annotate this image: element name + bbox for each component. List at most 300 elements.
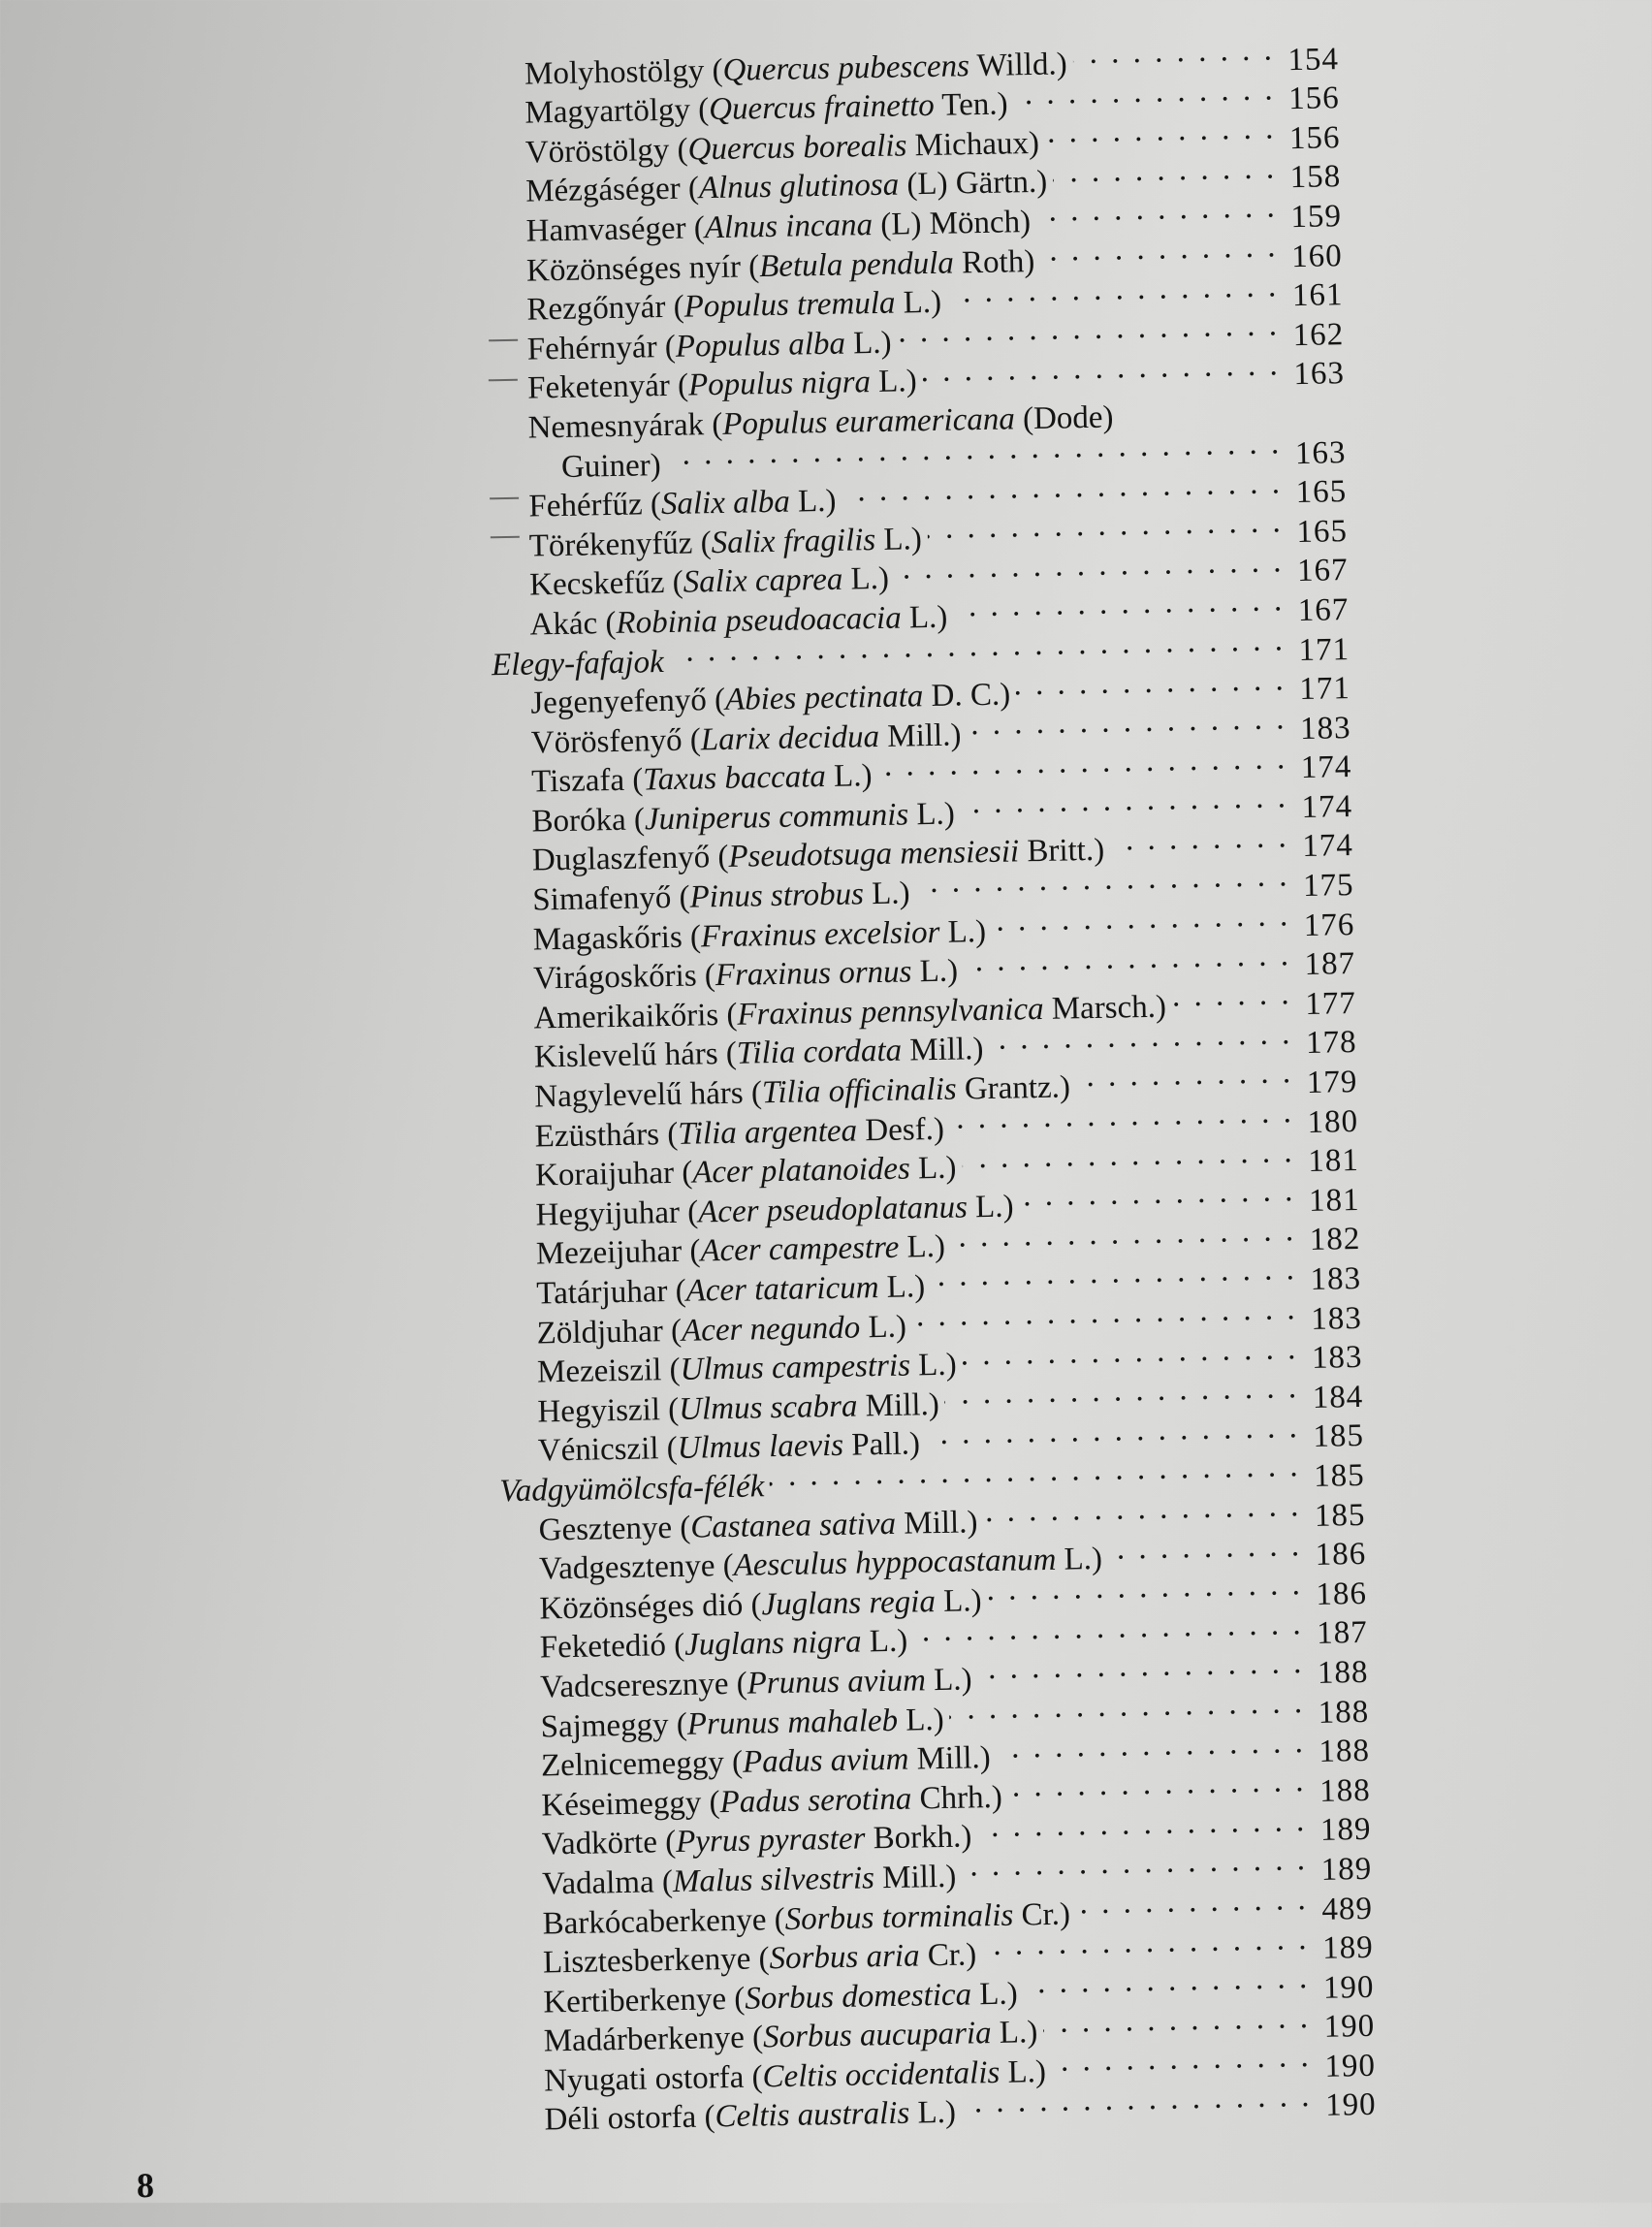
- author-citation: Cr.): [1012, 1896, 1071, 1933]
- dot-leader: [1075, 1054, 1293, 1098]
- toc-entry-title: Feketenyár (Populus nigra L.): [526, 364, 917, 406]
- scientific-name: Acer negundo: [681, 1310, 861, 1349]
- common-name: Hamvaséger: [525, 210, 686, 249]
- common-name: Kislevelű hárs: [533, 1036, 718, 1075]
- common-name: Rezgőnyár: [526, 290, 666, 328]
- toc-page-number: 179: [1306, 1065, 1358, 1100]
- dot-leader: [1053, 148, 1278, 192]
- scientific-name: Castanea sativa: [690, 1506, 897, 1545]
- toc-page-number: 188: [1317, 1654, 1369, 1691]
- scientific-name: Celtis occidentalis: [762, 2054, 1001, 2095]
- author-citation: Mill.): [857, 1386, 940, 1424]
- author-citation: (L) Gärtn.): [898, 165, 1048, 203]
- dot-leader: [962, 1132, 1295, 1178]
- author-citation: L.): [895, 284, 942, 321]
- scientific-name: Ulmus campestris: [680, 1348, 911, 1388]
- toc-entry-title: Zöldjuhar (Acer negundo L.): [536, 1309, 907, 1352]
- dot-leader: [989, 1014, 1293, 1059]
- author-citation: Mill.): [878, 717, 962, 754]
- toc-page-number: 189: [1321, 1929, 1374, 1966]
- scientific-name: Salix caprea: [683, 561, 843, 600]
- author-citation: L.): [897, 1702, 945, 1738]
- toc-page-number: 167: [1296, 553, 1349, 589]
- common-name: Elegy-fafajok: [491, 644, 665, 683]
- dot-leader: [949, 1093, 1294, 1138]
- scientific-name: Acer pseudoplatanus: [697, 1190, 969, 1230]
- toc-page-number: 171: [1299, 671, 1351, 708]
- toc-page-number: 165: [1296, 513, 1349, 550]
- common-name: Guiner): [560, 447, 661, 485]
- dot-leader: [961, 2077, 1312, 2122]
- toc-entry-title: Mezeijuhar (Acer campestre L.): [535, 1229, 946, 1272]
- dot-leader: [925, 1408, 1300, 1454]
- toc-page-number: 174: [1302, 828, 1354, 865]
- author-citation: L.): [1056, 1542, 1103, 1577]
- dot-leader: [977, 1643, 1305, 1689]
- author-citation: L.): [970, 1976, 1019, 2013]
- common-name: Magyartölgy: [524, 92, 691, 131]
- toc-page-number: 184: [1312, 1379, 1364, 1416]
- author-citation: Roth): [953, 243, 1035, 281]
- dot-leader: [931, 1251, 1298, 1297]
- scientific-name: Betula pendula: [758, 245, 955, 284]
- scientific-name: Tilia argentea: [677, 1113, 858, 1152]
- toc-page-number: 188: [1318, 1694, 1370, 1731]
- dot-leader: [1040, 227, 1279, 270]
- common-name: Madárberkenye: [543, 2020, 746, 2059]
- toc-page-number: 171: [1298, 631, 1350, 668]
- dot-leader: [977, 1801, 1308, 1847]
- scientific-name: Juniperus communis: [644, 797, 909, 838]
- scientific-name: Sorbus aucuparia: [762, 2016, 992, 2055]
- dot-leader: [947, 267, 1280, 312]
- common-name: Hegyiszil: [537, 1392, 661, 1430]
- scientific-name: Populus nigra: [687, 365, 872, 403]
- common-name: Vadgyümölcsfa-félék: [498, 1469, 765, 1510]
- common-name: Koraijuhar: [534, 1156, 675, 1193]
- toc-page-number: 160: [1290, 238, 1344, 274]
- scientific-name: Celtis australis: [715, 2096, 910, 2135]
- author-citation: L.): [911, 953, 959, 990]
- common-name: Molyhostölgy: [524, 52, 705, 92]
- scientific-name: Ulmus laevis: [677, 1428, 844, 1467]
- scientific-name: Quercus borealis: [687, 128, 907, 168]
- margin-dash-mark: [490, 496, 519, 499]
- author-citation: Ten.): [934, 86, 1008, 124]
- toc-entry-title: Hamvaséger (Alnus incana (L) Mönch): [525, 204, 1032, 249]
- dot-leader: [983, 1486, 1302, 1532]
- toc-page-number: 183: [1299, 710, 1351, 747]
- toc-entry-title: Tatárjuhar (Acer tataricum L.): [535, 1269, 926, 1312]
- common-name: Sajmeggy: [540, 1706, 669, 1745]
- dot-leader: [1075, 1880, 1309, 1924]
- author-citation: L.): [925, 1662, 972, 1699]
- toc-entry-title: Mézgáséger (Alnus glutinosa (L) Gärtn.): [524, 165, 1048, 209]
- author-citation: Chrh.): [910, 1779, 1003, 1817]
- author-citation: L.): [908, 2095, 957, 2132]
- toc-entry-title: Sajmeggy (Prunus mahaleb L.): [540, 1702, 945, 1745]
- scientific-name: Tilia cordata: [736, 1034, 903, 1072]
- toc-entry-title: Lisztesberkenye (Sorbus aria Cr.): [542, 1937, 977, 1981]
- author-citation: (L) Mönch): [872, 204, 1032, 242]
- toc-entry-title: Boróka (Juniperus communis L.): [531, 796, 956, 840]
- margin-dash-mark: [489, 378, 518, 381]
- toc-entry-title: Kertiberkenye (Sorbus domestica L.): [543, 1976, 1019, 2020]
- common-name: Zelnicemeggy: [540, 1745, 725, 1784]
- common-name: Vénicszil: [537, 1431, 659, 1469]
- common-name: Hegyijuhar: [535, 1194, 681, 1233]
- dot-leader: [1043, 1998, 1312, 2043]
- toc-page-number: 156: [1287, 80, 1341, 117]
- author-citation: L.): [870, 364, 917, 400]
- author-citation: L.): [991, 2015, 1038, 2052]
- scientific-name: Pseudotsuga mensiesii: [728, 834, 1020, 875]
- dot-leader: [967, 699, 1287, 745]
- toc-entry-title: Déli ostorfa (Celtis australis L.): [544, 2095, 957, 2139]
- common-name: Lisztesberkenye: [542, 1941, 751, 1981]
- toc-page-number: 186: [1315, 1537, 1367, 1574]
- dot-leader: [927, 502, 1284, 548]
- scientific-name: Populus alba: [675, 326, 846, 365]
- common-name: Duglaszfenyő: [531, 840, 711, 879]
- common-name: Vörösfenyő: [530, 722, 683, 761]
- toc-entry-title: Vadkörte (Pyrus pyraster Borkh.): [541, 1819, 972, 1862]
- author-citation: (Dode): [1014, 399, 1114, 437]
- common-name: Feketedió: [539, 1628, 667, 1666]
- author-citation: Pall.): [842, 1426, 921, 1464]
- common-name: Fehérnyár: [526, 329, 657, 367]
- dot-leader: [1036, 188, 1279, 232]
- author-citation: L.): [909, 1150, 957, 1187]
- author-citation: L.): [878, 1269, 926, 1306]
- author-citation: L.): [909, 1347, 957, 1384]
- common-name: Déli ostorfa: [544, 2100, 697, 2139]
- toc-page-number: 177: [1304, 985, 1357, 1022]
- toc-entry-title: Törékenyfűz (Salix fragilis L.): [528, 521, 923, 564]
- dot-leader: [1013, 70, 1276, 114]
- scientific-name: Fraxinus excelsior: [700, 914, 940, 955]
- toc-page-number: 154: [1287, 41, 1340, 78]
- author-citation: Willd.): [969, 46, 1067, 83]
- author-citation: L.): [874, 521, 923, 557]
- toc-page-number: 159: [1290, 199, 1343, 236]
- common-name: Mezeiszil: [536, 1352, 662, 1390]
- scientific-name: Fraxinus ornus: [715, 954, 912, 994]
- common-name: Törékenyfűz: [528, 525, 693, 564]
- scientific-name: Sorbus torminalis: [784, 1897, 1014, 1937]
- toc-entry-title: Mezeiszil (Ulmus campestris L.): [536, 1347, 957, 1390]
- toc-page-number: 489: [1321, 1891, 1374, 1927]
- common-name: Mézgáséger: [524, 172, 682, 209]
- toc-entry-title: Vadalma (Malus silvestris Mill.): [541, 1859, 957, 1902]
- dot-leader: [1044, 110, 1276, 153]
- toc-page-number: 162: [1292, 316, 1345, 353]
- toc-entry-title: Magaskőris (Fraxinus excelsior L.): [532, 913, 987, 958]
- toc-entry-title: Gesztenye (Castanea sativa Mill.): [538, 1504, 978, 1548]
- toc-entry-title: Hegyiszil (Ulmus scabra Mill.): [537, 1386, 940, 1430]
- common-name: Nyugati ostorfa: [543, 2059, 745, 2099]
- toc-entry-title: Közönséges dió (Juglans regia L.): [539, 1582, 982, 1627]
- common-name: Vöröstölgy: [524, 132, 670, 171]
- author-citation: L.): [898, 1229, 946, 1266]
- author-citation: L.): [935, 1582, 982, 1619]
- common-name: Nagylevelű hárs: [534, 1075, 744, 1115]
- author-citation: Michaux): [906, 125, 1040, 164]
- common-name: Magaskőris: [532, 919, 683, 958]
- scientific-name: Populus euramericana: [721, 401, 1016, 442]
- toc-page-number: 187: [1316, 1615, 1369, 1652]
- toc-page-number: 174: [1300, 749, 1352, 786]
- common-name: Ezüsthárs: [534, 1116, 660, 1155]
- author-citation: Mill.): [908, 1740, 992, 1777]
- toc-entry-title: Amerikaikőris (Fraxinus pennsylvanica Marsch.): [533, 989, 1167, 1036]
- common-name: Simafenyő: [532, 880, 672, 918]
- dot-leader: [982, 1920, 1310, 1965]
- dot-leader: [992, 896, 1291, 940]
- author-citation: Borkh.): [865, 1819, 972, 1857]
- dot-leader: [897, 305, 1280, 352]
- scientific-name: Taxus baccata: [643, 759, 827, 798]
- dot-leader: [1119, 385, 1282, 428]
- scientific-name: Padus serotina: [719, 1781, 912, 1820]
- toc-entry-title: Közönséges nyír (Betula pendula Roth): [525, 243, 1035, 289]
- toc-page-number: 174: [1301, 788, 1353, 825]
- common-name: Amerikaikőris: [533, 997, 719, 1036]
- author-citation: L.): [842, 561, 890, 597]
- author-citation: Cr.): [919, 1937, 977, 1974]
- page-number: 8: [136, 2165, 155, 2206]
- author-citation: Desf.): [856, 1111, 945, 1149]
- dot-leader: [987, 1565, 1303, 1610]
- toc-page-number: 186: [1316, 1575, 1368, 1612]
- toc-entry-title: Madárberkenye (Sorbus aucuparia L.): [543, 2015, 1038, 2059]
- toc-page-number: 185: [1313, 1457, 1366, 1494]
- toc-entry-title: Vénicszil (Ulmus laevis Pall.): [537, 1426, 921, 1469]
- toc-entry-title: Simafenyő (Pinus strobus L.): [532, 875, 910, 918]
- toc-page-number: 158: [1289, 159, 1342, 196]
- scientific-name: Prunus mahaleb: [686, 1702, 899, 1742]
- common-name: Közönséges nyír: [525, 249, 742, 289]
- author-citation: L.): [859, 1309, 907, 1346]
- author-citation: L.): [863, 875, 910, 912]
- scientific-name: Pinus strobus: [689, 876, 865, 915]
- author-citation: Grantz.): [956, 1069, 1071, 1107]
- toc-entry-title: Kislevelű hárs (Tilia cordata Mill.): [533, 1032, 984, 1075]
- dot-leader: [915, 857, 1290, 904]
- common-name: Kecskefűz: [528, 565, 665, 603]
- toc-entry-title: Magyartölgy (Quercus frainetto Ten.): [524, 86, 1008, 131]
- common-name: Tiszafa: [530, 763, 625, 800]
- toc-entry-title: Feketedió (Juglans nigra L.): [539, 1623, 908, 1666]
- toc-entry-title: Rezgőnyár (Populus tremula L.): [526, 284, 942, 328]
- toc-entry-title: Tiszafa (Taxus baccata L.): [530, 758, 873, 800]
- scientific-name: Salix alba: [660, 484, 791, 523]
- toc-entry-title: Nemesnyárak (Populus euramericana (Dode): [527, 399, 1114, 446]
- toc-entry-title: Virágoskőris (Fraxinus ornus L.): [532, 953, 959, 997]
- dot-leader: [1171, 974, 1292, 1016]
- common-name: Késeimeggy: [541, 1785, 702, 1824]
- dot-leader: [1051, 2037, 1312, 2081]
- toc-entry-title: Vöröstölgy (Quercus borealis Michaux): [524, 125, 1040, 171]
- toc-page-number: 190: [1324, 2087, 1377, 2124]
- toc-page-number: 188: [1318, 1772, 1372, 1809]
- toc-entry-title: Akác (Robinia pseudoacacia L.): [529, 599, 948, 643]
- toc-page-number: 182: [1309, 1222, 1361, 1258]
- toc-entry-title: Vadcseresznye (Prunus avium L.): [539, 1662, 972, 1705]
- scientific-name: Ulmus scabra: [678, 1388, 858, 1427]
- margin-dash-mark: [489, 339, 518, 342]
- common-name: Vadgesztenye: [538, 1548, 715, 1587]
- author-citation: L.): [901, 599, 948, 636]
- toc-entry-title: Kecskefűz (Salix caprea L.): [528, 561, 890, 603]
- author-citation: D. C.): [923, 677, 1011, 715]
- scientific-name: Sorbus aria: [769, 1938, 920, 1977]
- toc-page-number: 163: [1294, 434, 1347, 471]
- author-citation: Britt.): [1018, 833, 1105, 870]
- margin-dash-mark: [491, 536, 520, 539]
- toc-page-number: 176: [1303, 907, 1355, 943]
- scientific-name: Larix decidua: [700, 718, 880, 758]
- toc-page-number: 188: [1318, 1734, 1371, 1769]
- dot-leader: [953, 582, 1286, 627]
- toc-page-number: 187: [1304, 946, 1356, 983]
- scientific-name: Robinia pseudoacacia: [616, 600, 902, 641]
- dot-leader: [944, 1368, 1299, 1414]
- toc-page-number: 185: [1313, 1418, 1365, 1455]
- toc-page-number: 161: [1291, 277, 1344, 314]
- dot-leader: [922, 345, 1281, 391]
- table-of-contents: [491, 29, 1377, 2139]
- toc-page-number: 190: [1322, 1969, 1375, 2006]
- dot-leader: [1107, 1526, 1302, 1569]
- common-name: Barkócaberkenye: [542, 1901, 767, 1942]
- toc-page-number: 163: [1293, 356, 1346, 393]
- toc-entry-title: Barkócaberkenye (Sorbus torminalis Cr.): [542, 1896, 1071, 1942]
- common-name: Vadcseresznye: [539, 1666, 729, 1705]
- scientific-name: Juglans regia: [761, 1583, 937, 1623]
- toc-entry-title: Vadgesztenye (Aesculus hyppocastanum L.): [538, 1542, 1103, 1587]
- author-citation: L.): [967, 1189, 1014, 1225]
- dot-leader: [1019, 1171, 1296, 1216]
- toc-page-number: 190: [1323, 2009, 1376, 2046]
- common-name: Jegenyefenyő: [530, 683, 708, 721]
- toc-entry-title: Ezüsthárs (Tilia argentea Desf.): [534, 1111, 945, 1155]
- scientific-name: Salix fragilis: [711, 522, 876, 560]
- scientific-name: Abies pectinata: [724, 679, 924, 717]
- toc-entry-title: Késeimeggy (Padus serotina Chrh.): [541, 1779, 1003, 1824]
- common-name: Vadkörte: [541, 1825, 658, 1862]
- toc-page-number: 189: [1320, 1851, 1373, 1888]
- scientific-name: Acer campestre: [700, 1230, 900, 1269]
- toc-page-number: 183: [1311, 1340, 1363, 1377]
- dot-leader: [1110, 817, 1289, 860]
- toc-page-number: 178: [1305, 1025, 1357, 1062]
- toc-entry-title: Duglaszfenyő (Pseudotsuga mensiesii Britt.): [531, 833, 1105, 879]
- dot-leader: [1016, 660, 1287, 705]
- common-name: Boróka: [531, 802, 627, 840]
- author-citation: L.): [999, 2053, 1047, 2090]
- common-name: Feketenyár: [526, 368, 671, 406]
- author-citation: Mill.): [895, 1504, 978, 1542]
- scientific-name: Quercus frainetto: [708, 88, 935, 128]
- common-name: Mezeijuhar: [535, 1234, 683, 1272]
- toc-entry-title: Fehérnyár (Populus alba L.): [526, 325, 892, 367]
- common-name: Zöldjuhar: [536, 1313, 664, 1352]
- scientific-name: Alnus incana: [704, 207, 874, 246]
- common-name: Fehérfűz: [528, 487, 644, 525]
- toc-entry-title: Nagylevelű hárs (Tilia officinalis Grantz.): [534, 1069, 1071, 1115]
- toc-page-number: 189: [1319, 1812, 1372, 1849]
- dot-leader: [996, 1723, 1306, 1767]
- author-citation: L.): [907, 796, 956, 833]
- common-name: Akác: [529, 606, 598, 643]
- common-name: Vadalma: [541, 1864, 654, 1902]
- common-name: Gesztenye: [538, 1510, 673, 1548]
- common-name: Nemesnyárak: [527, 407, 705, 446]
- toc-entry-title: Molyhostölgy (Quercus pubescens Willd.): [524, 46, 1067, 92]
- dot-leader: [960, 779, 1288, 824]
- toc-page-number: 167: [1297, 591, 1350, 628]
- toc-entry-title: Vörösfenyő (Larix decidua Mill.): [530, 717, 962, 761]
- dot-leader: [949, 1683, 1305, 1729]
- toc-page-number: 181: [1307, 1143, 1360, 1180]
- scientific-name: Padus avium: [742, 1741, 909, 1780]
- dot-leader: [964, 936, 1292, 981]
- toc-page-number: 165: [1295, 474, 1348, 511]
- dot-leader: [1023, 1958, 1310, 2003]
- author-citation: Mill.): [901, 1032, 984, 1069]
- dot-leader: [1007, 1762, 1307, 1806]
- author-citation: L.): [825, 758, 873, 795]
- author-citation: L.): [844, 325, 892, 362]
- common-name: Közönséges dió: [539, 1587, 744, 1627]
- common-name: Kertiberkenye: [543, 1981, 727, 2020]
- scientific-name: Tilia officinalis: [761, 1071, 957, 1111]
- toc-page-number: 185: [1314, 1497, 1366, 1534]
- scientific-name: Prunus avium: [747, 1663, 927, 1702]
- toc-entry-title: Nyugati ostorfa (Celtis occidentalis L.): [543, 2053, 1047, 2099]
- author-citation: Mill.): [874, 1859, 957, 1896]
- scientific-name: Juglans nigra: [683, 1624, 862, 1664]
- toc-page-number: 181: [1308, 1182, 1360, 1219]
- dot-leader: [1072, 30, 1275, 73]
- author-citation: L.): [939, 913, 987, 950]
- toc-entry-title: Hegyijuhar (Acer pseudoplatanus L.): [535, 1189, 1014, 1233]
- common-name: Tatárjuhar: [535, 1274, 668, 1312]
- author-citation: L.): [789, 483, 837, 520]
- scientific-name: Alnus glutinosa: [698, 167, 900, 207]
- dot-leader: [962, 1329, 1299, 1375]
- toc-page-number: 183: [1310, 1260, 1362, 1297]
- toc-page-number: 175: [1302, 868, 1354, 905]
- scientific-name: Acer tataricum: [685, 1270, 879, 1309]
- scientific-name: Aesculus hyppocastanum: [733, 1542, 1057, 1584]
- toc-entry-title: Koraijuhar (Acer platanoides L.): [534, 1150, 957, 1193]
- toc-entry-title: Jegenyefenyő (Abies pectinata D. C.): [530, 677, 1011, 721]
- scientific-name: Fraxinus pennsylvanica: [737, 991, 1044, 1033]
- common-name: Virágoskőris: [532, 958, 697, 997]
- toc-page-number: 180: [1307, 1103, 1359, 1140]
- toc-page-number: 190: [1324, 2048, 1377, 2084]
- scientific-name: Populus tremula: [683, 285, 896, 325]
- dot-leader: [962, 1840, 1309, 1886]
- dot-leader: [950, 1211, 1296, 1257]
- author-citation: L.): [861, 1623, 908, 1660]
- scientific-name: Acer platanoides: [691, 1151, 911, 1191]
- scientific-name: Pyrus pyraster: [675, 1821, 866, 1861]
- author-citation: Marsch.): [1043, 989, 1167, 1027]
- toc-page-number: 183: [1310, 1300, 1363, 1337]
